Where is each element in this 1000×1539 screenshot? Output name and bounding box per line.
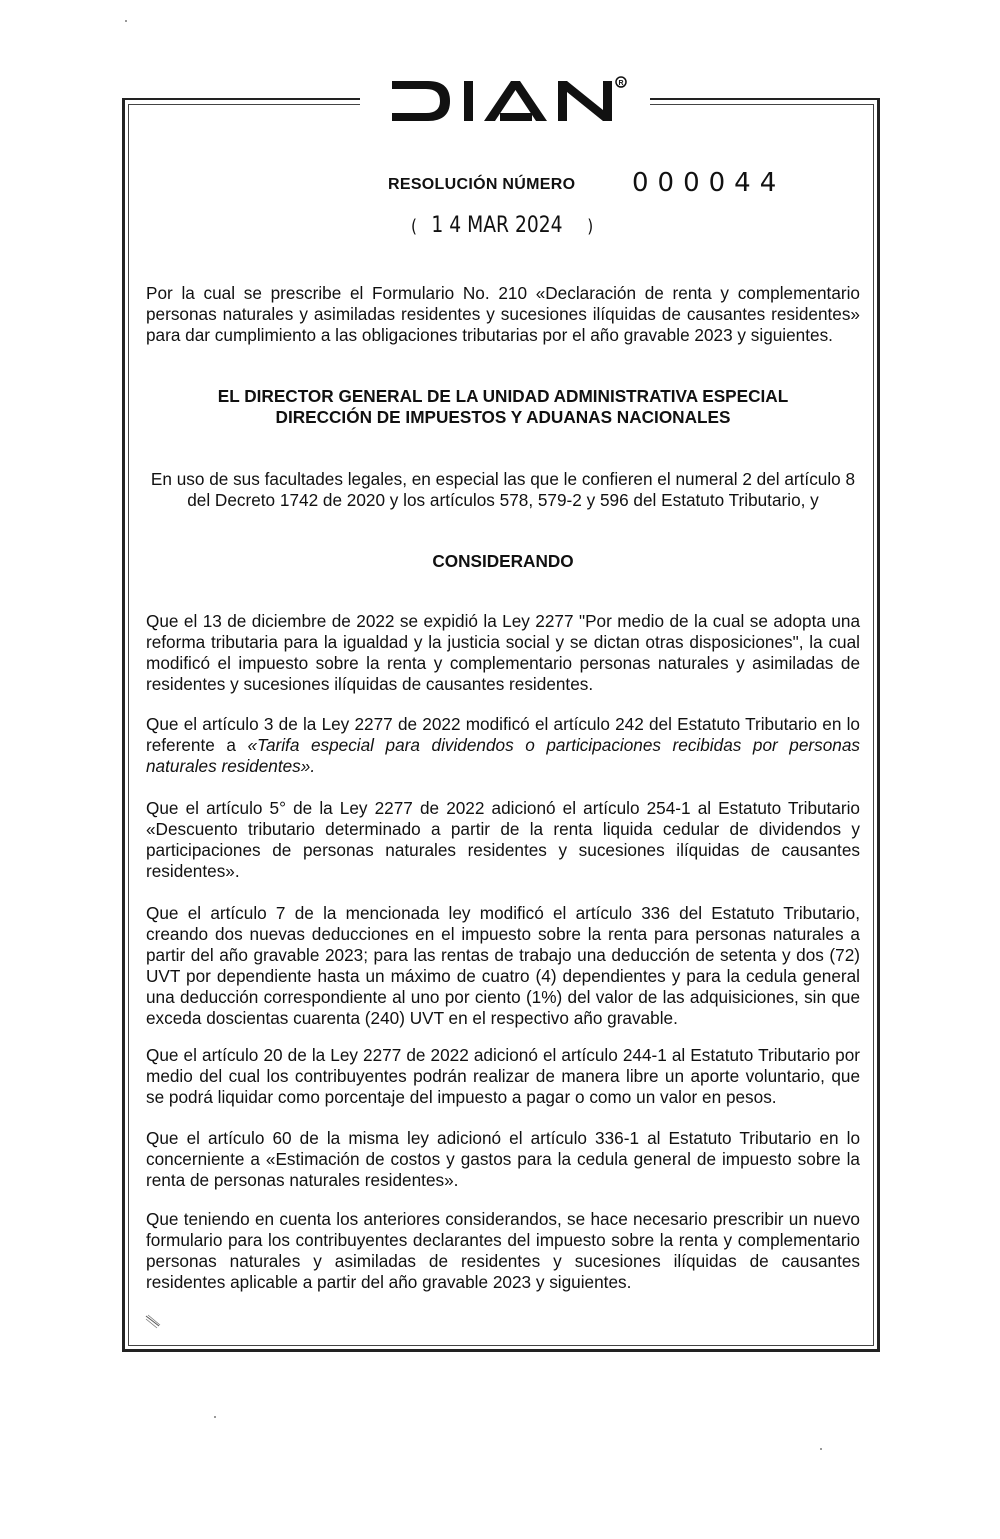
paragraph-6: Que el artículo 60 de la misma ley adicionó el artículo 336-1 al Estatuto Tributario en lo concerniente a «Estimación de costos y gastos para la cedula general de impuesto sobre la renta de personas naturales residentes». [146, 1128, 860, 1190]
resolution-number: 000044 [632, 168, 786, 198]
preamble: Por la cual se prescribe el Formulario No. 210 «Declaración de renta y complementario personas naturales y asimiladas residentes y sucesiones ilíquidas de causantes residentes» para dar cumplimiento a las obligaciones tributarias por el año gravable 2023 y siguientes. [146, 283, 860, 345]
powers-paragraph: En uso de sus facultades legales, en especial las que le confieren el numeral 2 del artículo 8 del Decreto 1742 de 2020 y los artículos 578, 579-2 y 596 del Estatuto Tributario, y [150, 469, 856, 510]
date-close-paren: ) [587, 216, 594, 237]
authority-line-1: EL DIRECTOR GENERAL DE LA UNIDAD ADMINISTRATIVA ESPECIAL [217, 386, 789, 406]
paragraph-4: Que el artículo 7 de la mencionada ley modificó el artículo 336 del Estatuto Tributario, creando dos nuevas deducciones en el impuesto sobre la renta para personas naturales a partir del año gravable 2023; para las rentas de trabajo una deducción de setenta y dos (72) UVT por dependiente hasta un máximo de cuatro (4) dependientes y para la cedula general una deducción correspondiente al uno por ciento (1%) del valor de las adquisiciones, sin que exceda doscientas cuarenta (240) UVT en el respectivo año gravable. [146, 903, 860, 1028]
scan-speck [820, 1448, 822, 1450]
paragraph-5: Que el artículo 20 de la Ley 2277 de 2022 adicionó el artículo 244-1 al Estatuto Tributario por medio del cual los contribuyentes podrán realizar de manera libre un aporte voluntario, que se podrá liquidar como porcentaje del impuesto a pagar o como un valor en pesos. [146, 1045, 860, 1107]
scan-speck [125, 20, 127, 22]
paragraph-7: Que teniendo en cuenta los anteriores considerandos, se hace necesario prescribir un nuevo formulario para los contribuyentes declarantes del impuesto sobre la renta y complementario personas naturales y asimiladas de residentes y sucesiones ilíquidas de causantes residentes aplicable a partir del año gravable 2023 y siguientes. [146, 1209, 860, 1292]
scan-speck [214, 1416, 216, 1418]
paragraph-2 [146, 714, 860, 777]
considerando-heading: CONSIDERANDO [432, 551, 574, 571]
paragraph-2-text: Que el artículo 3 de la Ley 2277 de 2022 modificó el artículo 242 del Estatuto Tributario en lo referente a [146, 714, 860, 755]
authority-line-2: DIRECCIÓN DE IMPUESTOS Y ADUANAS NACIONALES [275, 407, 731, 427]
resolution-label: RESOLUCIÓN NÚMERO [388, 176, 576, 193]
svg-text:R: R [618, 80, 624, 87]
resolution-date [411, 213, 593, 238]
dian-logo [370, 74, 640, 124]
initials-mark-icon [145, 1314, 161, 1330]
paragraph-2-quote: «Tarifa especial para dividendos o participaciones recibidas por personas naturales residentes». [146, 735, 860, 776]
date-value: 1 4 MAR 2024 [431, 213, 563, 238]
date-open-paren: ( [411, 216, 417, 237]
paragraph-3: Que el artículo 5° de la Ley 2277 de 2022 adicionó el artículo 254-1 al Estatuto Tributario «Descuento tributario determinado a partir de la renta liquida cedular de dividendos y participaciones de personas naturales residentes y sucesiones ilíquidas de causantes residentes». [146, 798, 860, 881]
paragraph-1: Que el 13 de diciembre de 2022 se expidió la Ley 2277 "Por medio de la cual se adopta una reforma tributaria para la igualdad y la justicia social y se dictan otras disposiciones", la cual modificó el impuesto sobre la renta y complementario personas naturales y asimiladas de residentes y sucesiones ilíquidas de causantes residentes. [146, 611, 860, 694]
